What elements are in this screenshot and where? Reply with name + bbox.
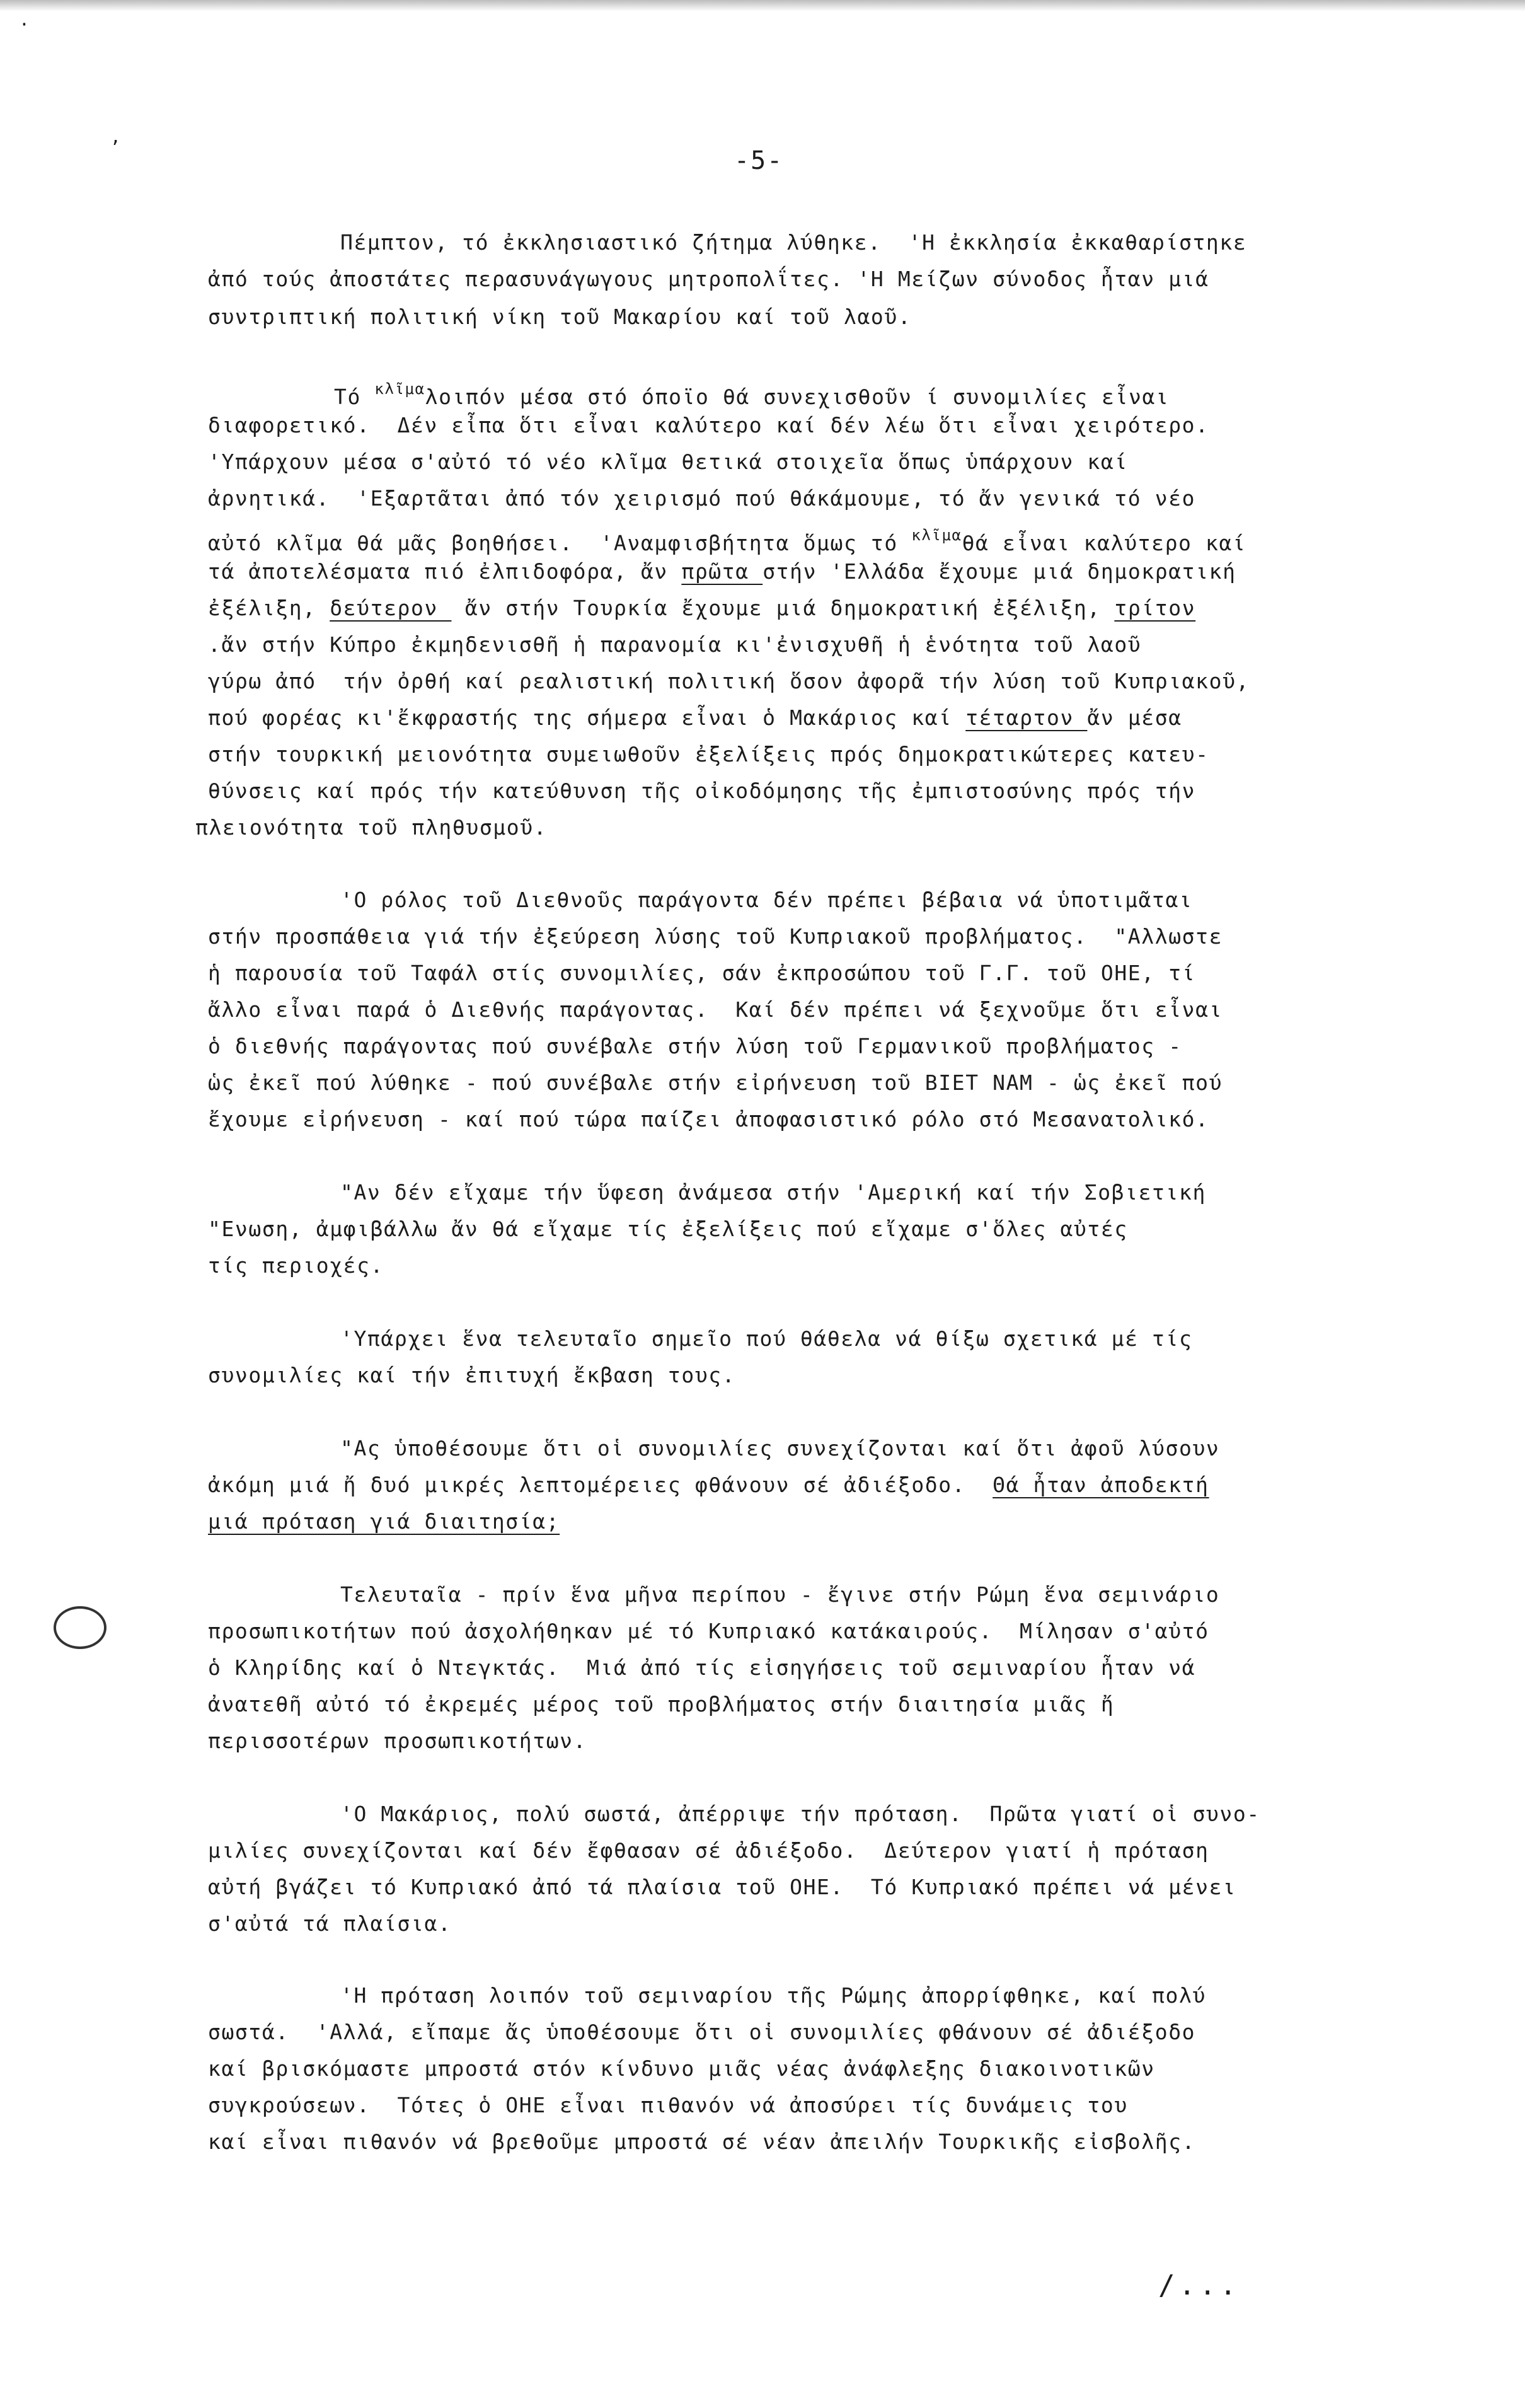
text-line	[208, 1473, 1209, 1498]
text-line	[208, 2093, 1128, 2118]
text-line	[208, 267, 1209, 292]
text-segment: ἔχουμε εἰρήνευση - καί πού τώρα παίζει ἀποφασιστικό ρόλο στό Μεσανατολικό.	[208, 1107, 1209, 1132]
text-segment: προσωπικοτήτων πού ἀσχολήθηκαν μέ τό Κυπριακό κατάκαιρούς. Μίλησαν σ'αὐτό	[208, 1619, 1209, 1643]
text-line	[340, 1436, 1219, 1461]
text-segment: σωστά. 'Αλλά, εἴπαμε ἄς ὑποθέσουμε ὅτι οἱ συνομιλίες φθάνουν σέ ἀδιέξοδο	[208, 2020, 1196, 2044]
text-segment: 'Ο Μακάριος, πολύ σωστά, ἀπέρριψε τήν πρόταση. Πρῶτα γιατί οἱ συνο-	[340, 1802, 1260, 1826]
text-segment: 'Ο ρόλος τοῦ Διεθνοῦς παράγοντα δέν πρέπει βέβαια νά ὑποτιμᾶται	[340, 888, 1193, 912]
text-segment: ὁ διεθνής παράγοντας πού συνέβαλε στήν λύση τοῦ Γερμανικοῦ προβλήματος -	[208, 1034, 1182, 1058]
text-segment: στήν 'Ελλάδα ἔχουμε μιά δημοκρατική	[762, 559, 1236, 584]
text-line	[340, 1326, 1192, 1352]
text-segment: πού φορέας κι'ἔκφραστής της σήμερα εἶναι ὁ Μακάριος καί	[208, 705, 966, 730]
text-segment: περισσοτέρων προσωπικοτήτων.	[208, 1728, 587, 1753]
scan-speck: ,	[110, 126, 121, 147]
scan-speck: ·	[19, 14, 30, 35]
text-line	[208, 1728, 587, 1754]
text-line	[208, 1655, 1195, 1681]
text-line	[340, 1802, 1260, 1827]
text-segment: αὐτή βγάζει τό Κυπριακό ἀπό τά πλαίσια τοῦ ΟΗΕ. Τό Κυπριακό πρέπει νά μένει	[208, 1875, 1236, 1899]
text-segment: καί εἶναι πιθανόν νά βρεθοῦμε μπροστά σέ νέαν ἀπειλήν Τουρκικῆς εἰσβολῆς.	[208, 2129, 1196, 2154]
text-line	[208, 669, 1250, 694]
text-line	[208, 1692, 1114, 1717]
text-line	[340, 888, 1192, 913]
text-segment: "Αν δέν εἴχαμε τήν ὕφεση ἀνάμεσα στήν 'Αμερική καί τήν Σοβιετική	[340, 1180, 1206, 1205]
text-segment: Πέμπτον, τό ἐκκλησιαστικό ζήτημα λύθηκε. 'Η ἐκκλησία ἐκκαθαρίστηκε	[340, 230, 1247, 255]
continuation-mark: /...	[1158, 2269, 1240, 2301]
text-segment: Τελευταῖα - πρίν ἕνα μῆνα περίπου - ἔγινε στήν Ρώμη ἕνα σεμινάριο	[340, 1582, 1220, 1607]
text-segment: συνομιλίες καί τήν ἐπιτυχή ἔκβαση τους.	[208, 1363, 736, 1387]
punch-hole-icon	[54, 1606, 106, 1649]
underlined-text: Θά ἦταν ἀποδεκτή	[993, 1473, 1209, 1497]
text-segment: "Ενωση, ἀμφιβάλλω ἄν θά εἴχαμε τίς ἐξελίξεις πού εἴχαμε σ'ὅλες αὐτές	[208, 1217, 1128, 1241]
text-segment: αὐτό κλῖμα θά μᾶς βοηθήσει. 'Αναμφισβήτητα ὅμως τό	[208, 531, 912, 555]
text-line	[208, 1217, 1128, 1242]
underlined-text: τέταρτον	[965, 705, 1088, 730]
text-segment: Τό	[334, 385, 375, 409]
text-line	[340, 1180, 1206, 1205]
text-segment: ἄλλο εἶναι παρά ὁ Διεθνής παράγοντας. Καί δέν πρέπει νά ξεχνοῦμε ὅτι εἶναι	[208, 997, 1223, 1022]
underlined-text: τρίτον	[1114, 596, 1196, 620]
text-segment: ἐξέλιξη,	[208, 596, 330, 620]
text-segment: στήν τουρκική μειονότητα συμειωθοῦν ἐξελίξεις πρός δημοκρατικώτερες κατευ-	[208, 742, 1209, 767]
text-line	[208, 1034, 1182, 1059]
text-line	[208, 705, 1182, 731]
text-line	[208, 304, 911, 330]
text-segment: θά εἶναι καλύτερο καί	[962, 531, 1246, 555]
superscript-text: κλῖμα	[374, 380, 425, 398]
text-segment: ὁ Κληρίδης καί ὁ Ντεγκτάς. Μιά ἀπό τίς εἰσηγήσεις τοῦ σεμιναρίου ἦταν νά	[208, 1655, 1196, 1680]
text-line	[208, 997, 1223, 1022]
text-segment: ἀκόμη μιά ἤ δυό μικρές λεπτομέρειες φθάνουν σέ ἀδιέξοδο.	[208, 1473, 993, 1497]
text-line	[208, 449, 1128, 475]
text-segment: λοιπόν μέσα στό όποϊο θά συνεχισθοῦν ί συνομιλίες εἶναι	[425, 385, 1170, 409]
text-segment: συγκρούσεων. Τότες ὁ ΟΗΕ εἶναι πιθανόν νά ἀποσύρει τίς δυνάμεις του	[208, 2093, 1128, 2117]
text-line	[208, 2020, 1195, 2045]
scan-top-edge	[0, 0, 1525, 11]
underlined-text: δεύτερον	[330, 596, 452, 620]
text-line	[340, 1983, 1206, 2008]
text-segment: ἀρνητικά. 'Εξαρτᾶται ἀπό τόν χειρισμό πού θάκάμουμε, τό ἄν γενικά τό νέο	[208, 486, 1196, 511]
text-line	[208, 2056, 1155, 2081]
text-line	[208, 742, 1209, 767]
text-line	[208, 1619, 1209, 1644]
text-segment: 'Η πρόταση λοιπόν τοῦ σεμιναρίου τῆς Ρώμης ἀπορρίφθηκε, καί πολύ	[340, 1983, 1206, 2008]
page-number: -5-	[734, 146, 784, 175]
text-line	[208, 632, 1141, 657]
text-segment: πλειονότητα τοῦ πληθυσμοῦ.	[195, 815, 548, 840]
text-segment: ἡ παρουσία τοῦ Ταφάλ στίς συνομιλίες, σάν ἐκπροσώπου τοῦ Γ.Γ. τοῦ ΟΗΕ, τί	[208, 961, 1196, 985]
text-segment: σ'αὐτά τά πλαίσια.	[208, 1911, 452, 1936]
text-line	[208, 1509, 560, 1534]
text-line	[208, 1363, 735, 1388]
text-line	[208, 2129, 1195, 2155]
text-segment: γύρω ἀπό τήν ὀρθή καί ρεαλιστική πολιτική ὅσον ἀφορᾶ τήν λύση τοῦ Κυπριακοῦ,	[208, 669, 1250, 693]
text-segment: στήν προσπάθεια γιά τήν ἐξεύρεση λύσης τοῦ Κυπριακοῦ προβλήματος. "Αλλωστε	[208, 924, 1223, 949]
text-segment: "Ας ὑποθέσουμε ὅτι οἱ συνομιλίες συνεχίζονται καί ὅτι ἀφοῦ λύσουν	[340, 1436, 1220, 1461]
text-segment: ἄν μέσα	[1087, 705, 1182, 730]
text-segment: 'Υπάρχει ἕνα τελευταῖο σημεῖο πού θάθελα νά θίξω σχετικά μέ τίς	[340, 1326, 1193, 1351]
text-segment: τά ἀποτελέσματα πιό ἐλπιδοφόρα, ἄν	[208, 559, 682, 584]
text-line	[208, 1107, 1209, 1132]
text-segment: ἄν στήν Τουρκία ἔχουμε μιά δημοκρατική ἐξέλιξη,	[451, 596, 1115, 620]
text-line	[340, 230, 1246, 255]
text-line	[208, 961, 1195, 986]
text-segment: συντριπτική πολιτική νίκη τοῦ Μακαρίου καί τοῦ λαοῦ.	[208, 304, 912, 329]
text-segment: ὡς ἐκεῖ πού λύθηκε - πού συνέβαλε στήν εἰρήνευση τοῦ ΒΙΕΤ ΝΑΜ - ὡς ἐκεῖ πού	[208, 1070, 1223, 1095]
text-line	[208, 559, 1236, 584]
text-segment: .ἄν στήν Κύπρο ἐκμηδενισθῆ ἡ παρανομία κι'ἐνισχυθῆ ἡ ἑνότητα τοῦ λαοῦ	[208, 632, 1142, 657]
text-line	[208, 924, 1223, 949]
text-line	[208, 413, 1209, 438]
text-line	[208, 486, 1195, 511]
text-line	[340, 1582, 1219, 1607]
text-segment: θύνσεις καί πρός τήν κατεύθυνση τῆς οἰκοδόμησης τῆς ἐμπιστοσύνης πρός τήν	[208, 779, 1196, 803]
text-segment: καί βρισκόμαστε μπροστά στόν κίνδυνο μιᾶς νέας ἀνάφλεξης διακοινοτικῶν	[208, 2056, 1155, 2081]
text-line	[195, 815, 547, 840]
text-line	[208, 1070, 1223, 1096]
text-segment: ἀπό τούς ἀποστάτες περασυνάγωγους μητροπολΐτες. 'Η Μείζων σύνοδος ἦταν μιά	[208, 267, 1209, 291]
superscript-text: κλῖμα	[911, 526, 962, 544]
text-line	[208, 779, 1195, 804]
underlined-text: πρῶτα	[681, 559, 763, 584]
text-segment: διαφορετικό. Δέν εἶπα ὅτι εἶναι καλύτερο καί δέν λέω ὅτι εἶναι χειρότερο.	[208, 413, 1209, 437]
text-line	[208, 523, 1246, 556]
text-line	[334, 376, 1169, 410]
text-line	[208, 596, 1195, 621]
text-line	[208, 1875, 1236, 1900]
text-line	[208, 1911, 451, 1936]
text-segment: τίς περιοχές.	[208, 1253, 384, 1278]
text-line	[208, 1253, 384, 1278]
text-segment: ἀνατεθῆ αὐτό τό ἐκρεμές μέρος τοῦ προβλήματος στήν διαιτησία μιᾶς ἤ	[208, 1692, 1115, 1716]
underlined-text: μιά πρόταση γιά διαιτησία;	[208, 1509, 560, 1534]
text-segment: μιλίες συνεχίζονται καί δέν ἔφθασαν σέ ἀδιέξοδο. Δεύτερον γιατί ἡ πρόταση	[208, 1838, 1209, 1863]
text-line	[208, 1838, 1209, 1863]
text-segment: 'Υπάρχουν μέσα σ'αὐτό τό νέο κλῖμα θετικά στοιχεῖα ὅπως ὑπάρχουν καί	[208, 449, 1128, 474]
